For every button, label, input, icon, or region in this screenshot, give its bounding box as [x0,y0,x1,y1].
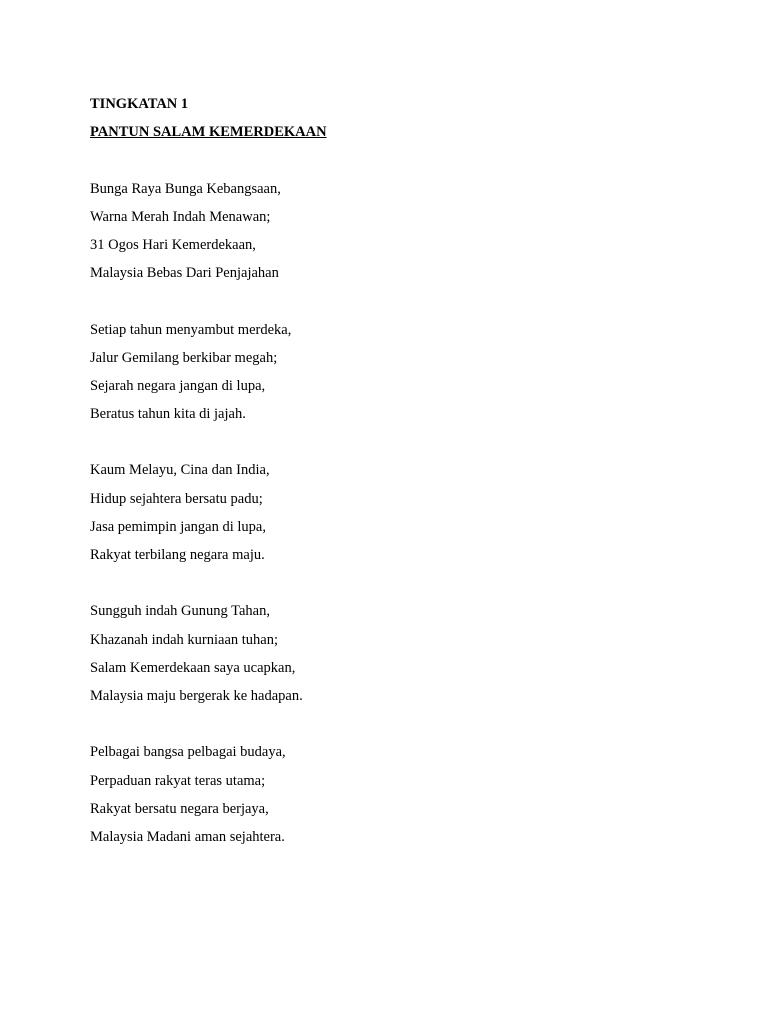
verse-line: Bunga Raya Bunga Kebangsaan, [90,180,281,197]
verse-line: Sejarah negara jangan di lupa, [90,377,266,394]
verse-line: Kaum Melayu, Cina dan India, [90,462,270,479]
pantun-stanza-1 [90,175,768,288]
verse-line: Rakyat terbilang negara maju. [90,547,265,563]
verse-line: Khazanah indah kurniaan tuhan; [90,631,279,648]
verse-line: Setiap tahun menyambut merdeka, [90,321,292,338]
verse-line: Rakyat bersatu negara berjaya, [90,800,269,817]
class-label: TINGKATAN 1 [90,96,189,112]
verse-line: Warna Merah Indah Menawan; [90,208,271,225]
pantun-stanza-2 [90,316,768,429]
verse-line: Sungguh indah Gunung Tahan, [90,603,270,620]
verse-line: Malaysia Madani aman sejahtera. [90,828,285,845]
verse-line: Malaysia Bebas Dari Penjajahan [90,265,279,282]
pantun-stanza-3 [90,456,768,569]
verse-line: Perpaduan rakyat teras utama; [90,772,266,789]
verse-line: 31 Ogos Hari Kemerdekaan, [90,236,256,253]
pantun-stanza-5 [90,738,768,851]
verse-line: Salam Kemerdekaan saya ucapkan, [90,659,296,676]
verse-line: Jasa pemimpin jangan di lupa, [90,518,266,535]
verse-line: Hidup sejahtera bersatu padu; [90,490,263,507]
pantun-stanza-4 [90,597,768,710]
verse-line: Pelbagai bangsa pelbagai budaya, [90,744,286,761]
verse-line: Jalur Gemilang berkibar megah; [90,349,278,366]
document-title: PANTUN SALAM KEMERDEKAAN [90,124,327,141]
verse-line: Malaysia maju bergerak ke hadapan. [90,687,303,704]
verse-line: Beratus tahun kita di jajah. [90,406,246,423]
